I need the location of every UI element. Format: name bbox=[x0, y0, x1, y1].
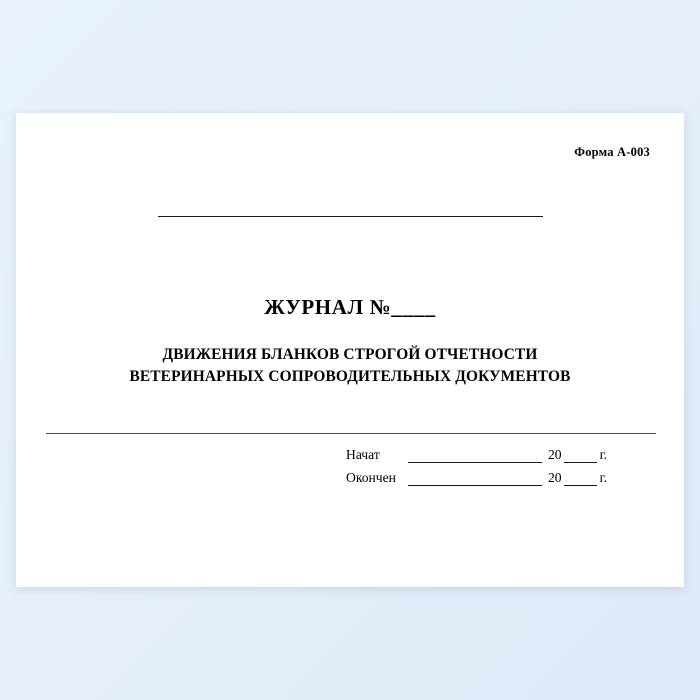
date-finished-year-prefix: 20 bbox=[548, 470, 562, 485]
organization-name-rule bbox=[158, 216, 543, 217]
page-subtitle bbox=[16, 344, 684, 389]
page-title: ЖУРНАЛ №____ bbox=[264, 295, 436, 319]
date-started-year-suffix: г. bbox=[599, 447, 608, 462]
document-page bbox=[16, 113, 684, 587]
date-row-started bbox=[346, 447, 607, 463]
section-divider-rule bbox=[46, 433, 656, 434]
date-started-year-input[interactable] bbox=[564, 449, 597, 463]
date-fields-block bbox=[346, 447, 607, 493]
title-block bbox=[16, 295, 684, 389]
page-subtitle-line-2: ВЕТЕРИНАРНЫХ СОПРОВОДИТЕЛЬНЫХ ДОКУМЕНТОВ bbox=[129, 368, 571, 386]
date-started-input[interactable] bbox=[408, 449, 542, 463]
page-subtitle-line-1: ДВИЖЕНИЯ БЛАНКОВ СТРОГОЙ ОТЧЕТНОСТИ bbox=[162, 346, 538, 364]
date-row-finished bbox=[346, 470, 607, 486]
date-finished-year-input[interactable] bbox=[564, 472, 597, 486]
document-page-content bbox=[16, 113, 684, 587]
date-finished-label: Окончен bbox=[346, 470, 396, 485]
date-finished-year-suffix: г. bbox=[599, 470, 608, 485]
date-started-year-prefix: 20 bbox=[548, 447, 562, 462]
date-finished-input[interactable] bbox=[408, 472, 542, 486]
date-started-label: Начат bbox=[346, 447, 380, 462]
form-code-label: Форма А-003 bbox=[574, 145, 650, 159]
